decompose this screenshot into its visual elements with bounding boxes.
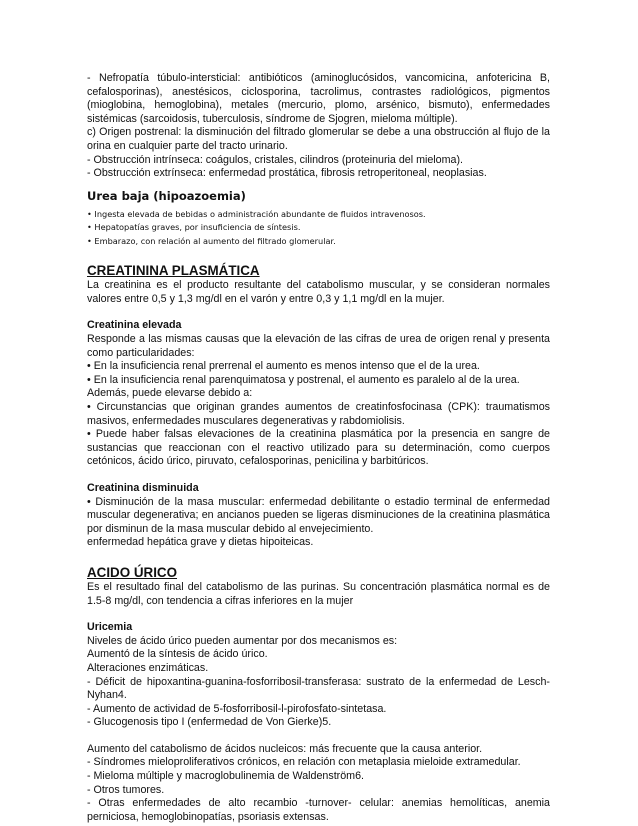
heading-acido-urico: ACIDO ÚRICO xyxy=(87,564,178,580)
heading-urea-baja: Urea baja (hipoazoemia) xyxy=(87,188,246,203)
paragraph: Aumentó de la síntesis de ácido úrico. xyxy=(87,648,268,661)
paragraph: - Mieloma múltiple y macroglobulinemia de Waldenström6. xyxy=(87,770,364,783)
heading-creatinina-disminuida: Creatinina disminuida xyxy=(87,481,199,494)
paragraph: • Circunstancias que originan grandes aumentos de creatinfosfocinasa (CPK): traumatismos masivos, enfermedades musculares degenerativas y rabdomiolisis. xyxy=(87,401,550,427)
paragraph: • En la insuficiencia renal prerrenal el aumento es menos intenso que el de la urea. xyxy=(87,360,480,373)
document-page xyxy=(87,72,550,824)
paragraph: Además, puede elevarse debido a: xyxy=(87,387,253,400)
paragraph: - Déficit de hipoxantina-guanina-fosforribosil-transferasa: sustrato de la enfermedad de Lesch-Nyhan4. xyxy=(87,675,550,702)
heading-creatinina: CREATININA PLASMÁTICA xyxy=(87,263,260,279)
list-item: • Hepatopatías graves, por insuficiencia de síntesis. xyxy=(87,222,301,233)
paragraph: - Glucogenosis tipo I (enfermedad de Von Gierke)5. xyxy=(87,716,332,729)
paragraph-nefropatia: - Nefropatía túbulo-intersticial: antibióticos (aminoglucósidos, vancomicina, anfotericina B, cefalosporinas), anestésicos, ciclosporina, tacrolimus, contrastes radiológicos, pigmentos (mioglobina, hemoglobina), metales (mercurio, plomo, arsénico, bismuto), enfermedades sistémicas (sarcoidosis, tuberculosis, síndrome de Sjogren, mieloma múltiple). xyxy=(87,72,550,125)
paragraph: Niveles de ácido úrico pueden aumentar por dos mecanismos es: xyxy=(87,634,398,647)
paragraph-obstruccion-extrinseca: - Obstrucción extrínseca: enfermedad prostática, fibrosis retroperitoneal, neoplasias. xyxy=(87,167,487,180)
paragraph: • Disminución de la masa muscular: enfermedad debilitante o estadio terminal de enfermedad muscular degenerativa; en ancianos pueden se ligeras disminuciones de la creatinina plasmática por disminun de la masa muscular debido al envejecimiento. xyxy=(87,495,550,535)
list-item: • Ingesta elevada de bebidas o administración abundante de fluidos intravenosos. xyxy=(87,208,426,219)
paragraph: - Aumento de actividad de 5-fosforribosil-l-pirofosfato-sintetasa. xyxy=(87,702,387,715)
paragraph: - Otras enfermedades de alto recambio -turnover- celular: anemias hemolíticas, anemia perniciosa, hemoglobinopatías, psoriasis extensas. xyxy=(87,797,550,823)
paragraph: Responde a las mismas causas que la elevación de las cifras de urea de origen renal y presenta como particularidades: xyxy=(87,333,550,359)
list-item: • Embarazo, con relación al aumento del filtrado glomerular. xyxy=(87,235,336,246)
heading-creatinina-elevada: Creatinina elevada xyxy=(87,319,182,332)
paragraph: - Otros tumores. xyxy=(87,783,165,796)
paragraph: • En la insuficiencia renal parenquimatosa y postrenal, el aumento es paralelo al de la urea. xyxy=(87,373,520,386)
paragraph-origen-postrenal: c) Origen postrenal: la disminución del filtrado glomerular se debe a una obstrucción al flujo de la orina en cualquier parte del tracto urinario. xyxy=(87,126,550,152)
paragraph-creatinina-intro: La creatinina es el producto resultante del catabolismo muscular, y se consideran normales valores entre 0,5 y 1,3 mg/dl en el varón y entre 0,3 y 1,1 mg/dl en la mujer. xyxy=(87,279,550,305)
paragraph: Aumento del catabolismo de ácidos nucleicos: más frecuente que la causa anterior. xyxy=(87,742,483,755)
paragraph: - Síndromes mieloproliferativos crónicos, en relación con metaplasia mieloide extramedular. xyxy=(87,756,521,769)
paragraph: • Puede haber falsas elevaciones de la creatinina plasmática por la presencia en sangre de sustancias que reaccionan con el reactivo utilizado para su determinación, como cuerpos cetónicos, ácido úrico, piruvato, cefalosporinas, penicilina y barbitúricos. xyxy=(87,428,550,468)
paragraph: Alteraciones enzimáticas. xyxy=(87,661,209,674)
paragraph-obstruccion-intrinseca: - Obstrucción intrínseca: coágulos, cristales, cilindros (proteinuria del mieloma). xyxy=(87,153,463,166)
heading-uricemia: Uricemia xyxy=(87,621,133,634)
paragraph-acido-urico-intro: Es el resultado final del catabolismo de las purinas. Su concentración plasmática normal es de 1.5-8 mg/dl, con tendencia a cifras inferiores en la mujer xyxy=(87,580,550,607)
paragraph: enfermedad hepática grave y dietas hipoiteicas. xyxy=(87,536,314,549)
